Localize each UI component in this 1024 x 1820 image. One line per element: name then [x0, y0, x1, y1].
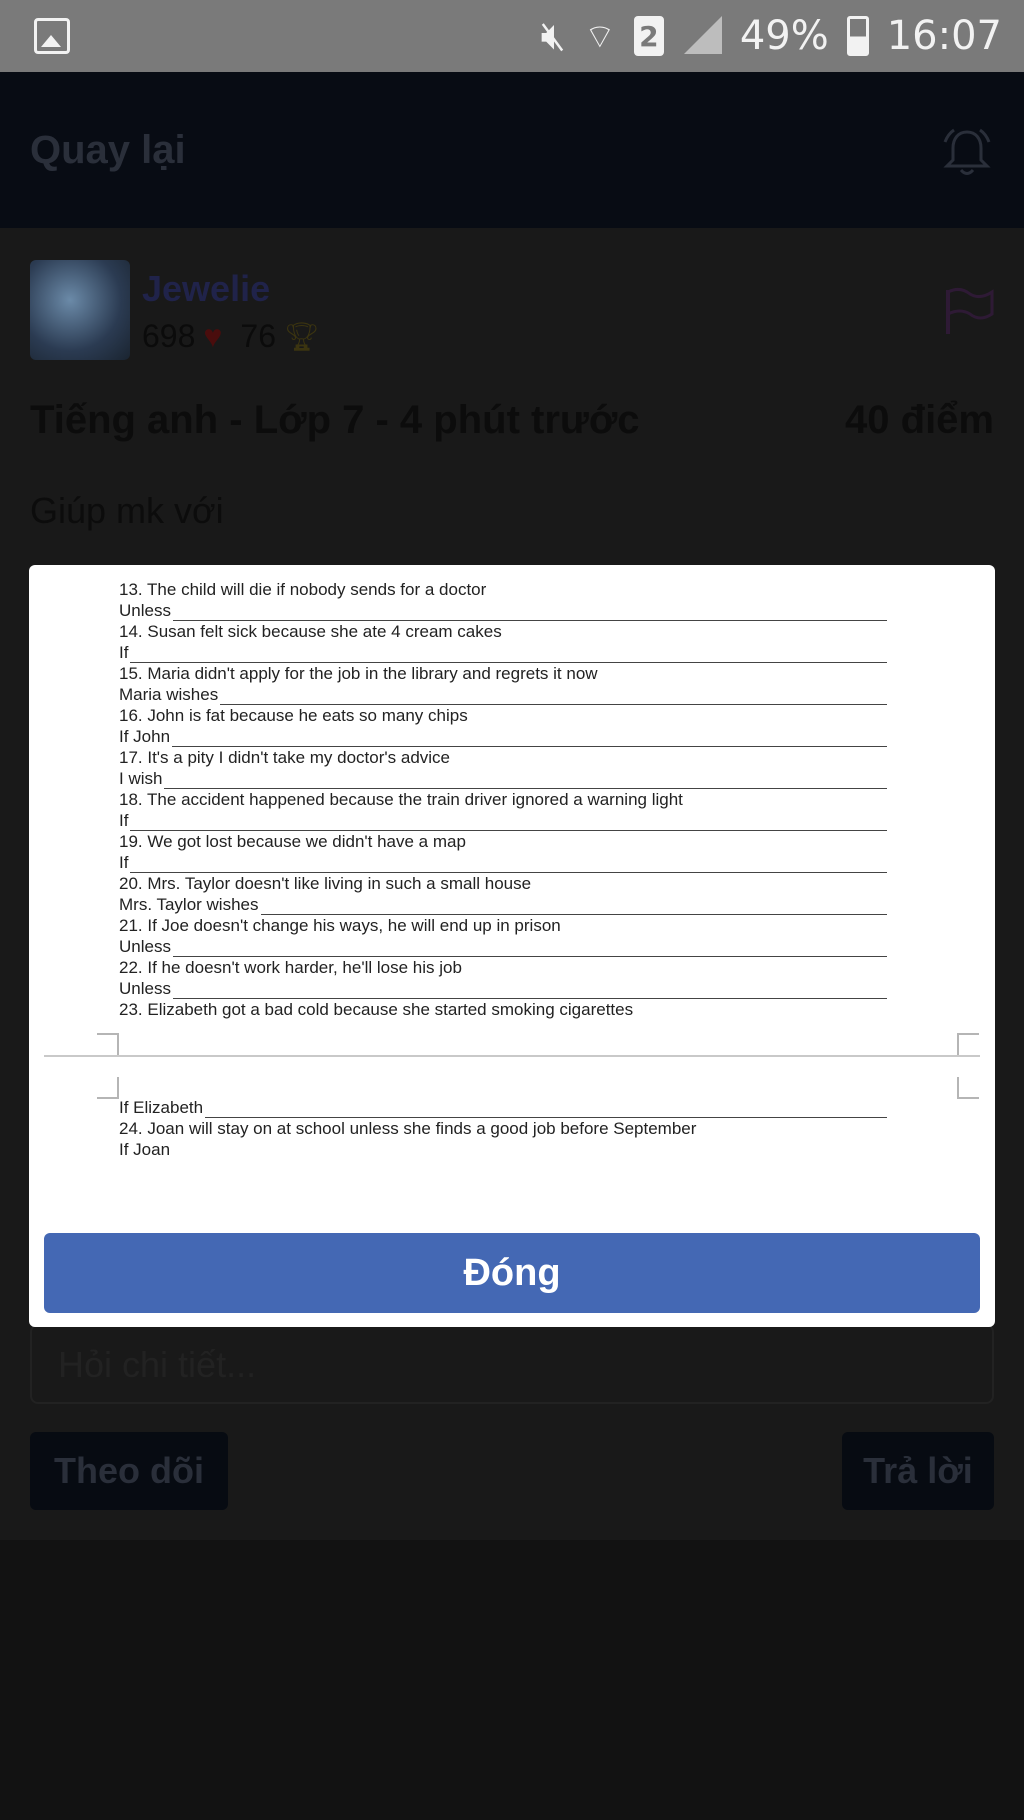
question-points: 40 điểm [845, 398, 994, 442]
page-corner-mark [957, 1077, 979, 1099]
worksheet-answer-prompt: If [119, 643, 129, 662]
worksheet-answer-prompt: Unless [119, 601, 171, 620]
worksheet-answer-line [119, 600, 929, 621]
question-body: Giúp mk với [30, 490, 224, 531]
worksheet-answer-prompt: Maria wishes [119, 685, 219, 704]
worksheet-blank [172, 731, 887, 747]
worksheet-answer-prompt: Mrs. Taylor wishes [119, 895, 259, 914]
signal-icon [682, 16, 722, 56]
worksheet-blank [164, 773, 887, 789]
wifi-icon: ⌔ [583, 16, 616, 57]
worksheet-answer-prompt: If John [119, 727, 171, 746]
user-stats [142, 318, 320, 355]
worksheet-answer-prompt: If [119, 853, 129, 872]
battery-percent: 49% [739, 13, 829, 59]
follow-button[interactable]: Theo dõi [30, 1432, 228, 1510]
worksheet-blank [130, 857, 887, 873]
worksheet-answer-line [119, 936, 929, 957]
report-flag-icon[interactable] [942, 286, 996, 336]
clock: 16:07 [886, 13, 1002, 59]
trophy-icon: 🏆︎ [283, 321, 320, 352]
worksheet-answer-prompt: If Joan [119, 1140, 171, 1159]
sim-icon: 2 [634, 16, 664, 56]
close-button[interactable]: Đóng [44, 1233, 980, 1313]
worksheet-answer-line [119, 684, 929, 705]
worksheet-question: 14. Susan felt sick because she ate 4 cream cakes [119, 622, 502, 641]
worksheet-question: 21. If Joe doesn't change his ways, he will end up in prison [119, 916, 561, 935]
worksheet-question: 18. The accident happened because the train driver ignored a warning light [119, 790, 683, 809]
worksheet-blank [173, 605, 887, 621]
page-corner-mark [97, 1033, 119, 1055]
worksheet-question: 22. If he doesn't work harder, he'll lose his job [119, 958, 462, 977]
worksheet-answer-line [119, 894, 929, 915]
notification-bell-icon[interactable] [940, 126, 994, 180]
worksheet-blank [205, 1102, 887, 1118]
question-title: Tiếng anh - Lớp 7 - 4 phút trước [30, 398, 640, 442]
worksheet-question: 19. We got lost because we didn't have a map [119, 832, 466, 851]
bottom-area [0, 1540, 1024, 1820]
worksheet-answer-line [119, 852, 929, 873]
answer-button[interactable]: Trả lời [842, 1432, 994, 1510]
worksheet-blank [130, 815, 887, 831]
worksheet-answer-line [119, 978, 929, 999]
worksheet-blank [130, 647, 887, 663]
status-icons [541, 10, 1002, 62]
worksheet-blank [261, 899, 887, 915]
likes-count: 698 [142, 318, 196, 354]
worksheet-image-page2 [119, 1097, 929, 1160]
worksheet-answer-line [119, 1139, 929, 1160]
worksheet-answer-line [119, 726, 929, 747]
worksheet-answer-line [119, 642, 929, 663]
gallery-icon [34, 18, 70, 54]
page-break-divider [44, 1055, 980, 1057]
worksheet-answer-prompt: If [119, 811, 129, 830]
worksheet-question: 16. John is fat because he eats so many chips [119, 706, 468, 725]
mute-icon: 🔇︎ [540, 13, 566, 59]
page-corner-mark [957, 1033, 979, 1055]
reply-input[interactable]: Hỏi chi tiết... [30, 1324, 994, 1404]
worksheet-blank [220, 689, 887, 705]
heart-icon: ♥ [203, 318, 223, 354]
worksheet-blank [173, 983, 887, 999]
worksheet-question: 24. Joan will stay on at school unless she finds a good job before September [119, 1119, 697, 1138]
worksheet-blank [173, 941, 887, 957]
worksheet-answer-prompt: I wish [119, 769, 163, 788]
worksheet-question: 17. It's a pity I didn't take my doctor's advice [119, 748, 451, 767]
worksheet-answer-prompt: If Elizabeth [119, 1098, 204, 1117]
worksheet-question: 15. Maria didn't apply for the job in the library and regrets it now [119, 664, 598, 683]
worksheet-question: 13. The child will die if nobody sends for a doctor [119, 580, 487, 599]
page-corner-mark [97, 1077, 119, 1099]
app-header [0, 72, 1024, 228]
worksheet-answer-line [119, 768, 929, 789]
back-button[interactable]: Quay lại [30, 128, 186, 172]
avatar[interactable] [30, 260, 130, 360]
worksheet-answer-line [119, 1097, 929, 1118]
trophy-count: 76 [240, 318, 276, 354]
worksheet-question: 20. Mrs. Taylor doesn't like living in such a small house [119, 874, 532, 893]
username[interactable]: Jewelie [142, 268, 271, 309]
worksheet-answer-prompt: Unless [119, 937, 171, 956]
battery-icon [847, 16, 869, 56]
status-bar [0, 0, 1024, 72]
worksheet-answer-line [119, 810, 929, 831]
image-preview-modal [29, 565, 995, 1327]
worksheet-image [119, 579, 929, 1020]
worksheet-answer-prompt: Unless [119, 979, 171, 998]
worksheet-question: 23. Elizabeth got a bad cold because she started smoking cigarettes [119, 1000, 634, 1019]
